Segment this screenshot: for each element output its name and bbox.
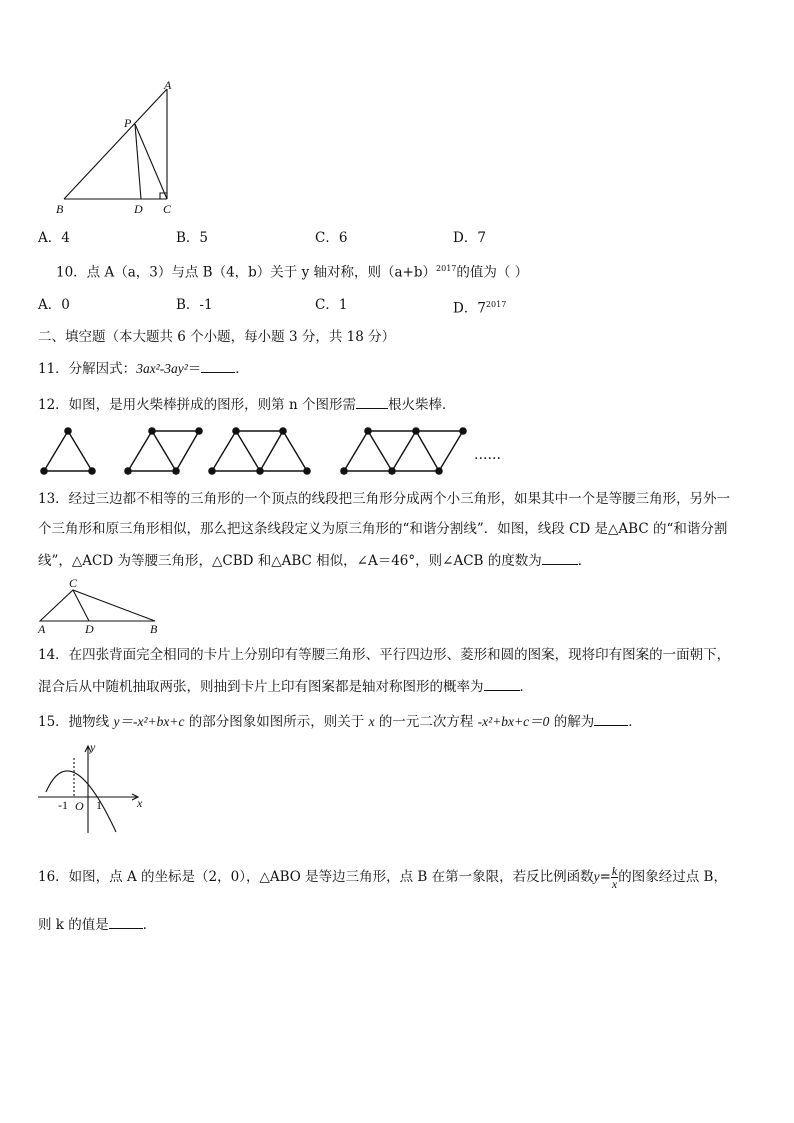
q10-option-d-text: D．7 (453, 300, 486, 317)
q15-label-origin: O (75, 799, 84, 813)
q13-end: ． (577, 553, 592, 569)
q15-label-x: x (137, 796, 143, 810)
q16-stem (38, 860, 727, 894)
q9-label-c: C (163, 202, 172, 216)
q13-line-3-text: 线”，△ACD 为等腰三角形，△CBD 和△ABC 相似，∠A＝46°，则∠ACB 的度数为 (38, 553, 542, 569)
q11-stem-text: 11．分解因式： (38, 361, 137, 377)
q9-option-a[interactable]: A．4 (38, 230, 70, 246)
q15-label-y: y (90, 740, 96, 754)
q14-line-1: 14．在四张背面完全相同的卡片上分别印有等腰三角形、平行四边形、菱形和圆的图案，现将印有图案的一面朝下， (38, 647, 731, 663)
q15-end: ． (628, 714, 642, 730)
q13-label-c: C (69, 576, 78, 590)
q16-denominator: x (611, 876, 618, 891)
q13-label-a: A (38, 622, 46, 636)
q14-end: ． (519, 679, 533, 695)
q9-option-c[interactable]: C．6 (315, 230, 348, 246)
q15-equation: -x²+bx+c＝0 (477, 714, 550, 729)
q16-numerator: k (611, 863, 618, 878)
q10-option-c[interactable]: C．1 (315, 297, 348, 313)
q16-fraction (611, 865, 618, 890)
q16-y: y (593, 869, 600, 884)
q16-line-2 (38, 914, 156, 935)
q15-label-neg1: -1 (58, 798, 68, 812)
q15-pre: 15．抛物线 (38, 714, 114, 730)
q13-line-2: 个三角形和原三角形相似，那么把这条线段定义为原三角形的“和谐分割线”．如图，线段 CD 是△ABC 的“和谐分割 (38, 521, 728, 537)
q10-stem-text: 10．点 A（a，3）与点 B（4，b）关于 y 轴对称，则（a+b） (56, 264, 437, 281)
q16-end: ． (142, 917, 157, 933)
q16-pre: 16．如图，点 A 的坐标是（2，0），△ABO 是等边三角形，点 B 在第一象限，若反比例函数 (38, 869, 594, 885)
q16-answer-blank[interactable] (109, 914, 143, 929)
q15-mid: 的部分图象如图所示，则关于 (184, 714, 369, 730)
q9-label-b: B (56, 202, 64, 216)
section-2-heading: 二、填空题（本大题共 6 个小题，每小题 3 分，共 18 分） (38, 329, 396, 345)
q11-expression: 3ax²-3ay² (136, 361, 188, 376)
q13-line-1: 13．经过三边都不相等的三角形的一个顶点的线段把三角形分成两个小三角形，如果其中一个是等腰三角形，另外一 (38, 491, 731, 507)
q9-label-a: A (164, 78, 172, 92)
q9-label-p: P (124, 116, 132, 130)
q15-post: 的解为 (549, 714, 595, 730)
q16-equals: = (599, 869, 611, 885)
q10-exponent: 2017 (436, 264, 457, 273)
q11-equals: ＝ (187, 361, 202, 377)
q10-option-b[interactable]: B．-1 (176, 297, 213, 313)
q9-option-d[interactable]: D．7 (453, 230, 486, 246)
q13-label-d: D (85, 622, 94, 636)
q16-post: 的图象经过点 B， (618, 869, 727, 885)
q9-label-d: D (134, 202, 143, 216)
q10-option-a[interactable]: A．0 (38, 297, 70, 313)
q14-line-2-text: 混合后从中随机抽取两张，则抽到卡片上印有图案都是轴对称图形的概率为 (38, 679, 484, 695)
q12-end: 根火柴棒． (387, 397, 456, 413)
q10-option-d-exponent: 2017 (485, 300, 507, 309)
q12-ellipsis: …… (474, 447, 501, 463)
q15-function: y＝-x²+bx+c (113, 714, 185, 729)
q9-option-b[interactable]: B．5 (176, 230, 209, 246)
q15-mid-2: 的一元二次方程 (374, 714, 478, 730)
q16-line-2-text: 则 k 的值是 (38, 917, 109, 933)
q15-variable: x (368, 714, 375, 729)
q15-label-1: 1 (96, 798, 102, 812)
q10-stem-end: 的值为（ ） (456, 264, 529, 281)
q12-stem-text: 12．如图，是用火柴棒拼成的图形，则第 n 个图形需 (38, 397, 356, 413)
q13-label-b: B (150, 622, 158, 636)
q11-end: ． (235, 361, 249, 377)
